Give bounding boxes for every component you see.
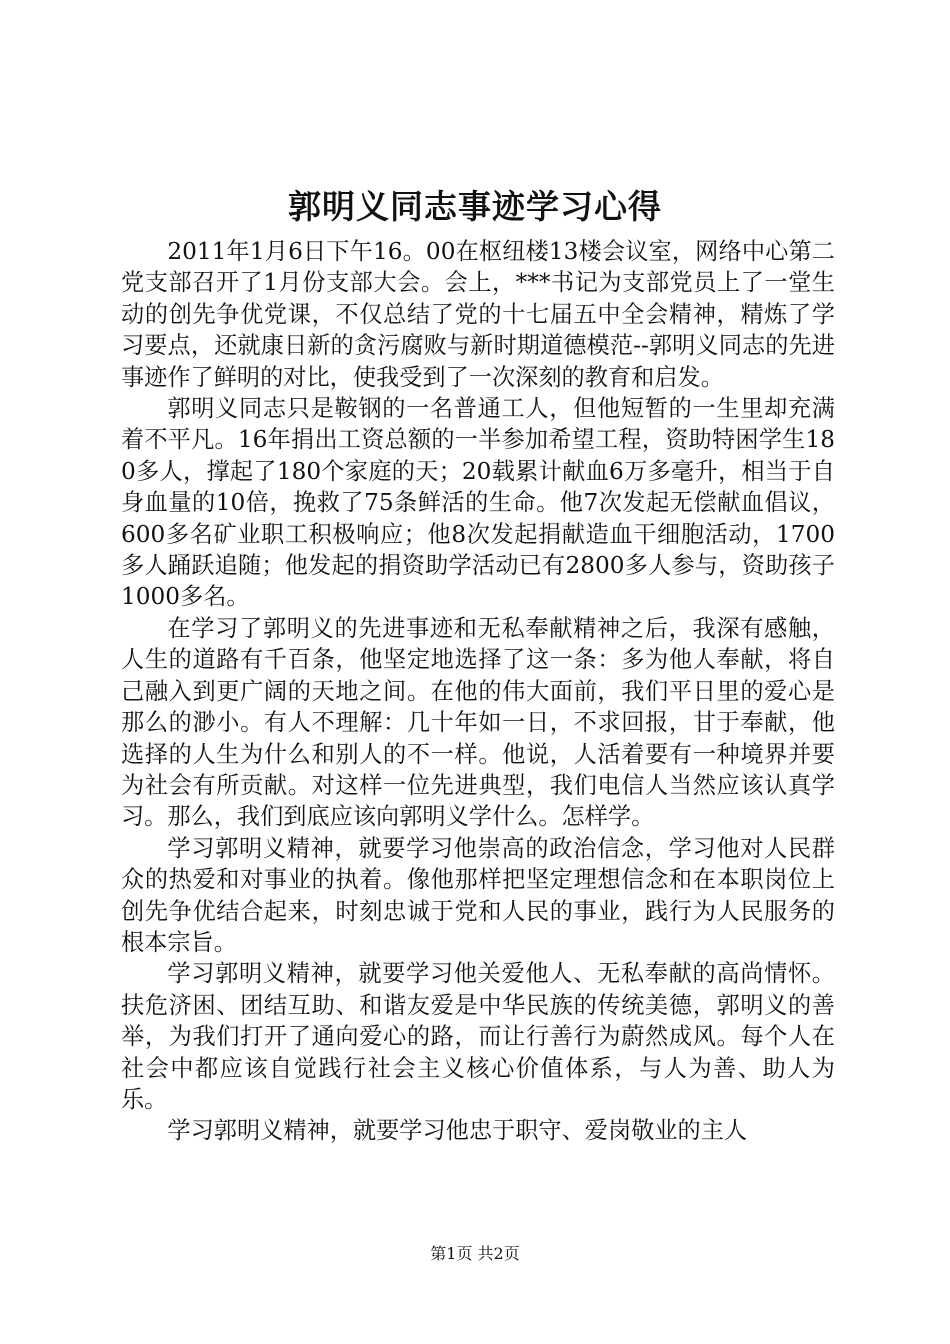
- paragraph-3: 在学习了郭明义的先进事迹和无私奉献精神之后，我深有感触，人生的道路有千百条，他坚定地选择了这一条：多为他人奉献，将自己融入到更广阔的天地之间。在他的伟大面前，我们平日里的爱心是那么的渺小。有人不理解：几十年如一日，不求回报，甘于奉献，他选择的人生为什么和别人的不一样。他说，人活着要有一种境界并要为社会有所贡献。对这样一位先进典型，我们电信人当然应该认真学习。那么，我们到底应该向郭明义学什么。怎样学。: [121, 614, 835, 831]
- document-body: [121, 236, 835, 1147]
- paragraph-1: 2011年1月6日下午16。00在枢纽楼13楼会议室，网络中心第二党支部召开了1月份支部大会。会上，***书记为支部党员上了一堂生动的创先争优党课，不仅总结了党的十七届五中全会精神，精炼了学习要点，还就康日新的贪污腐败与新时期道德模范--郭明义同志的先进事迹作了鲜明的对比，使我受到了一次深刻的教育和启发。: [121, 238, 835, 391]
- page-footer: 第1页 共2页: [430, 1244, 520, 1263]
- paragraph-4: 学习郭明义精神，就要学习他崇高的政治信念，学习他对人民群众的热爱和对事业的执着。像他那样把坚定理想信念和在本职岗位上创先争优结合起来，时刻忠诚于党和人民的事业，践行为人民服务的根本宗旨。: [121, 834, 835, 956]
- paragraph-5: 学习郭明义精神，就要学习他关爱他人、无私奉献的高尚情怀。扶危济困、团结互助、和谐友爱是中华民族的传统美德，郭明义的善举，为我们打开了通向爱心的路，而让行善行为蔚然成风。每个人在社会中都应该自觉践行社会主义核心价值体系，与人为善、助人为乐。: [121, 960, 835, 1113]
- paragraph-2: 郭明义同志只是鞍钢的一名普通工人，但他短暂的一生里却充满着不平凡。16年捐出工资总额的一半参加希望工程，资助特困学生180多人，撑起了180个家庭的天；20载累计献血6万多毫升，相当于自身血量的10倍，挽救了75条鲜活的生命。他7次发起无偿献血倡议，600多名矿业职工积极响应；他8次发起捐献造血干细胞活动，1700多人踊跃追随；他发起的捐资助学活动已有2800多人参与，资助孩子1000多名。: [121, 395, 835, 611]
- document-title: 郭明义同志事迹学习心得: [288, 187, 662, 226]
- paragraph-6: 学习郭明义精神，就要学习他忠于职守、爱岗敬业的主人: [167, 1117, 748, 1145]
